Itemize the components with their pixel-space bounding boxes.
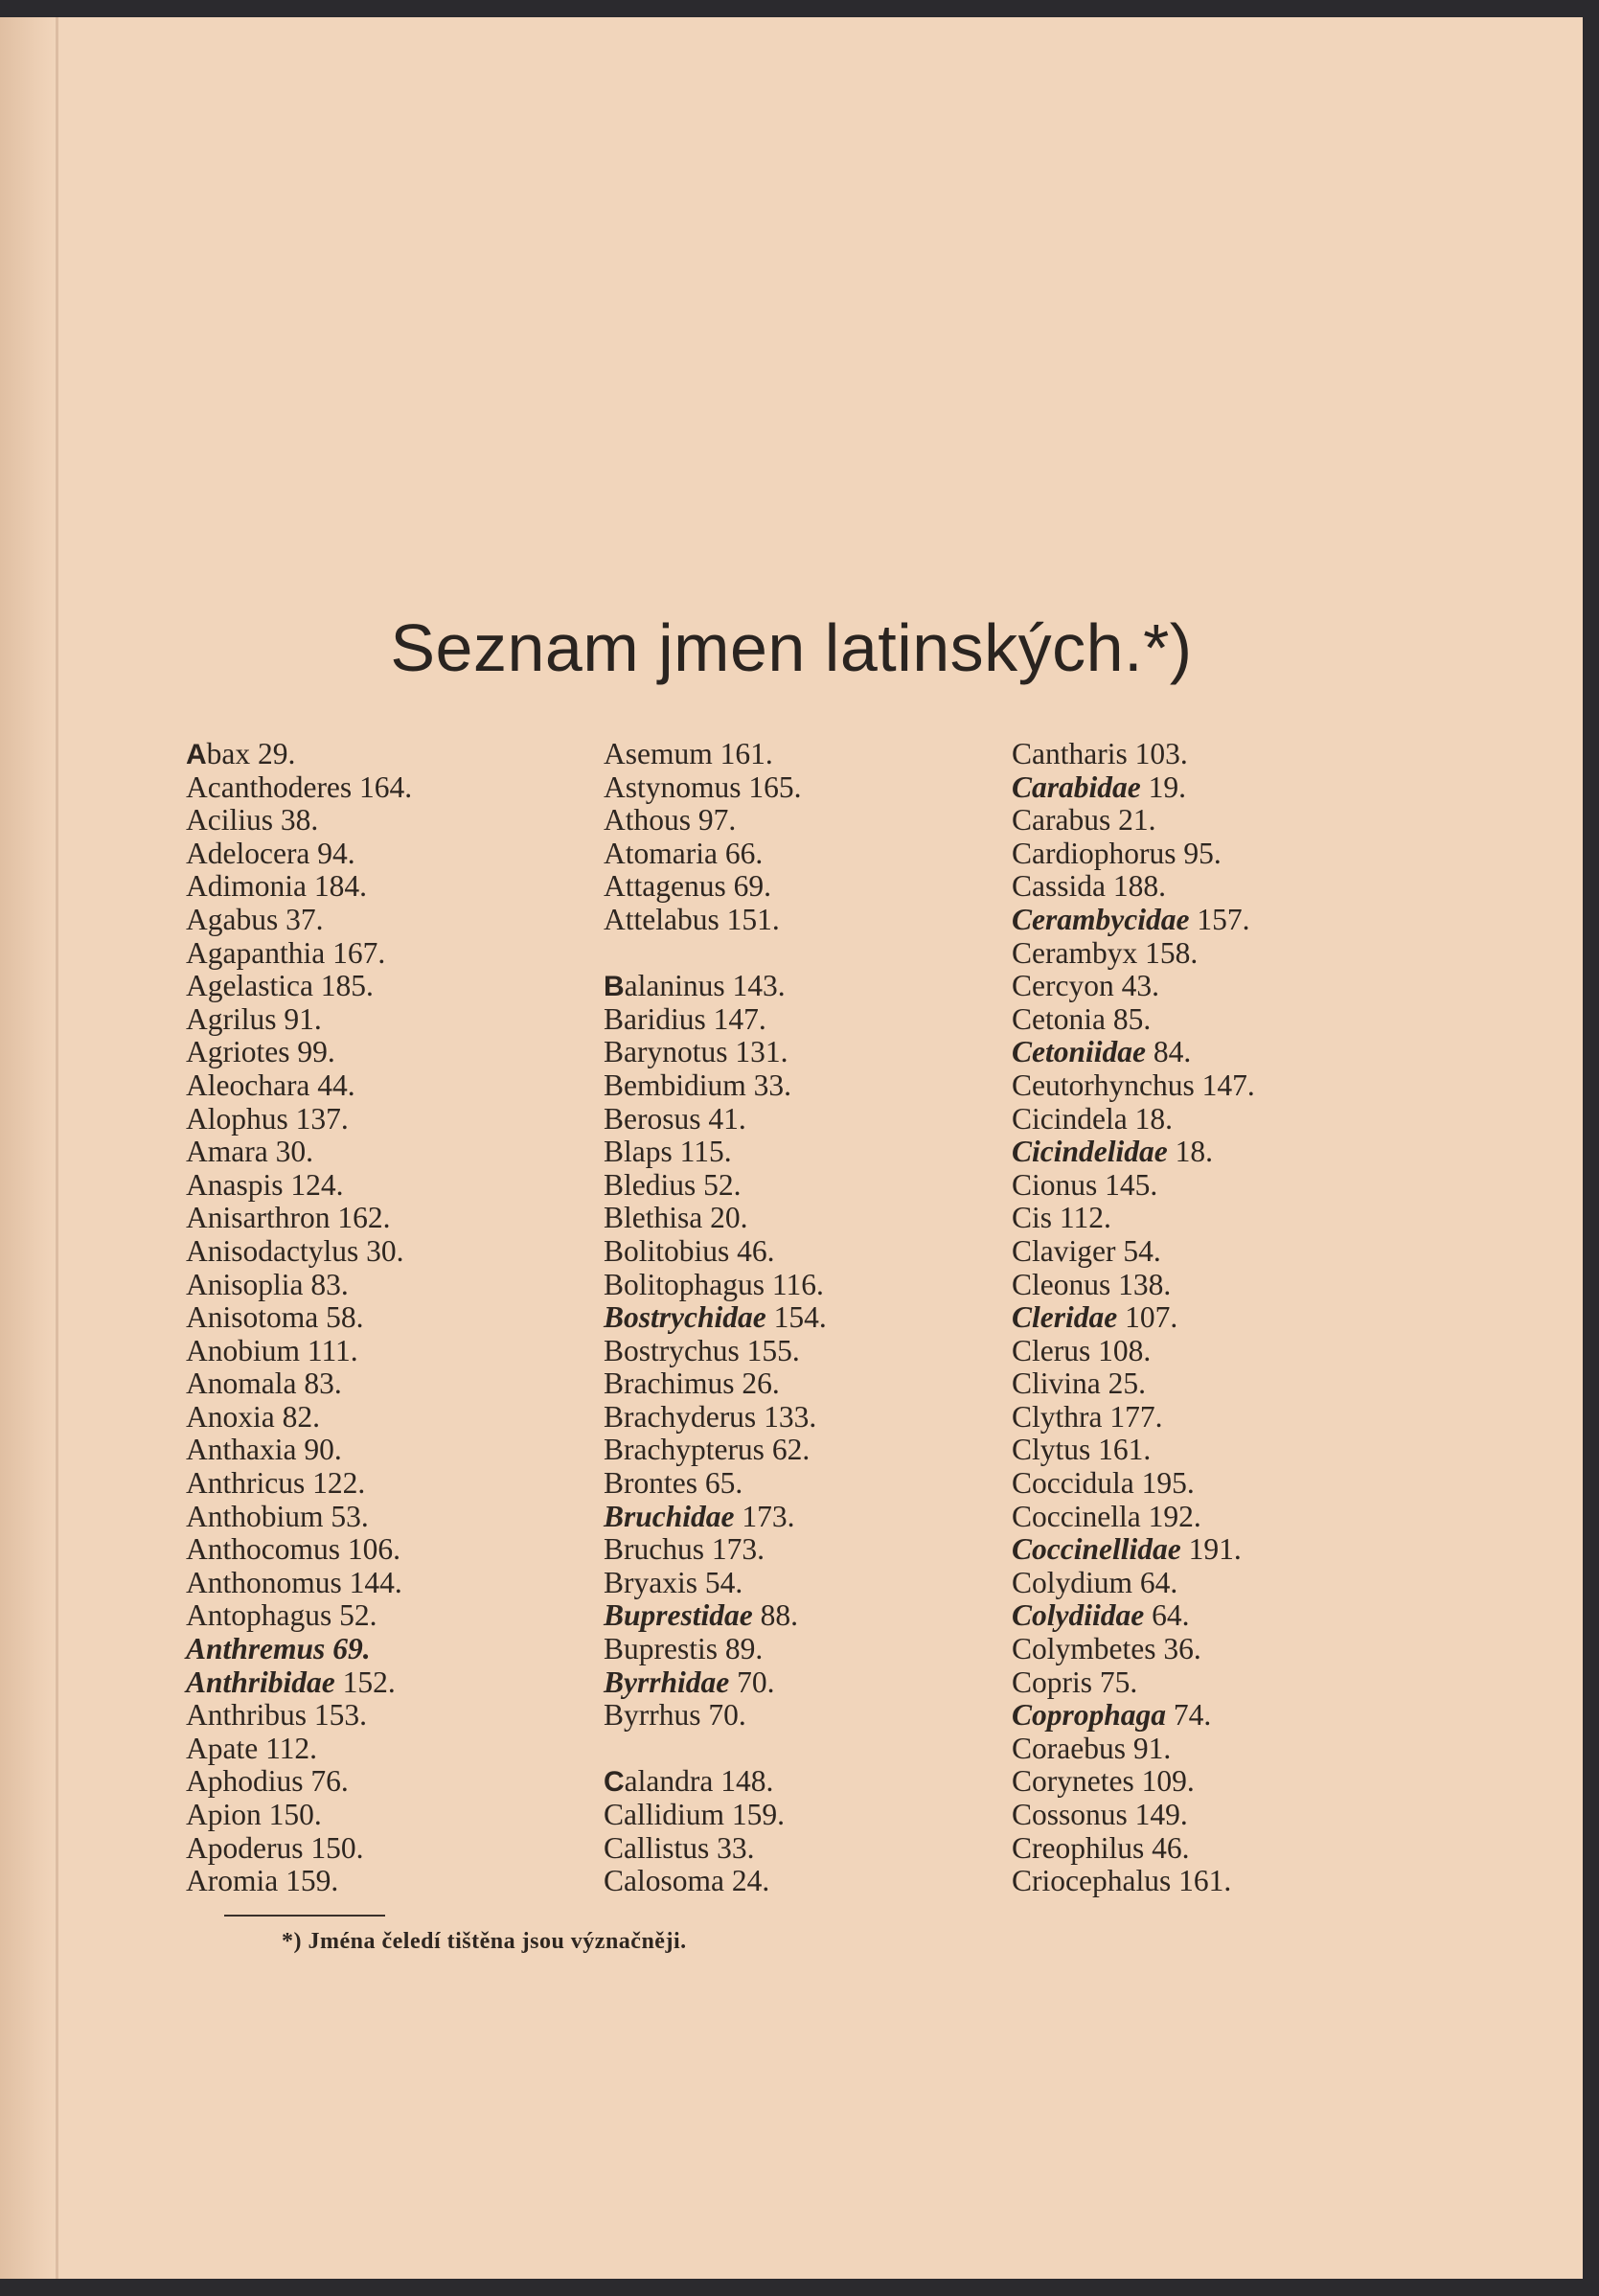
entry-text: alaninus 143. <box>624 969 786 1003</box>
page-number: 88. <box>752 1598 799 1633</box>
entry-text: Brachyderus 133. <box>604 1399 817 1434</box>
letter-gap <box>604 1733 827 1766</box>
entry-text: Baridius 147. <box>604 1001 766 1036</box>
index-entry <box>604 1599 827 1633</box>
index-entry <box>604 1335 827 1368</box>
index-entry <box>604 1169 827 1203</box>
index-entry <box>186 838 412 871</box>
index-column-3 <box>1012 738 1255 1898</box>
section-initial: A <box>186 739 207 770</box>
index-column-2 <box>604 738 827 1898</box>
index-entry <box>1012 1666 1255 1700</box>
index-entry <box>1012 1799 1255 1832</box>
entry-text: Ceutorhynchus 147. <box>1012 1068 1255 1102</box>
index-entry <box>604 904 827 937</box>
index-entry <box>604 1567 827 1600</box>
page-number: 152. <box>334 1665 396 1699</box>
index-entry <box>1012 1599 1255 1633</box>
entry-text: Anthobium 53. <box>186 1499 369 1533</box>
entry-text: Corynetes 109. <box>1012 1764 1195 1799</box>
index-entry <box>186 1599 412 1633</box>
section-initial: C <box>604 1766 625 1799</box>
index-entry <box>604 1003 827 1037</box>
entry-text: Anisoplia 83. <box>186 1267 349 1301</box>
index-entry <box>186 804 412 838</box>
entry-text: Astynomus 165. <box>604 769 802 804</box>
index-entry <box>186 1169 412 1203</box>
index-entry <box>1012 838 1255 871</box>
entry-text: Alophus 137. <box>186 1101 349 1136</box>
entry-text: Coccinella 192. <box>1012 1499 1201 1533</box>
entry-text: Aphodius 76. <box>186 1764 349 1799</box>
entry-text: Cionus 145. <box>1012 1167 1158 1202</box>
index-entry <box>604 1865 827 1898</box>
index-entry <box>186 1136 412 1169</box>
index-entry <box>604 1666 827 1700</box>
index-entry <box>186 1434 412 1467</box>
index-entry <box>1012 738 1255 771</box>
page-number: 154. <box>765 1300 827 1335</box>
index-entry <box>604 804 827 838</box>
entry-text: Asemum 161. <box>604 737 773 770</box>
entry-text: Anaspis 124. <box>186 1167 344 1202</box>
footnote-rule <box>224 1915 385 1917</box>
index-entry <box>186 1069 412 1103</box>
entry-text: Clivina 25. <box>1012 1366 1146 1401</box>
entry-text: Bostrychus 155. <box>604 1333 800 1367</box>
book-page <box>0 17 1583 2279</box>
entry-text: Amara 30. <box>186 1135 313 1169</box>
entry-text: Acanthoderes 164. <box>186 769 413 804</box>
entry-text: Cerambyx 158. <box>1012 935 1199 970</box>
index-entry <box>186 1799 412 1832</box>
entry-text: Cassida 188. <box>1012 869 1166 904</box>
index-entry <box>186 1335 412 1368</box>
entry-text: Aleochara 44. <box>186 1068 355 1102</box>
index-entry <box>604 870 827 904</box>
entry-text: Berosus 41. <box>604 1101 746 1136</box>
entry-text: Cleonus 138. <box>1012 1267 1172 1301</box>
index-column-1 <box>186 738 412 1898</box>
family-name: Anthremus 69. <box>186 1632 371 1666</box>
family-name: Coccinellidae <box>1012 1532 1181 1567</box>
page-title: Seznam jmen latinských.*) <box>390 610 1193 685</box>
entry-text: Brontes 65. <box>604 1466 743 1501</box>
entry-text: bax 29. <box>206 737 296 770</box>
index-entry <box>604 1467 827 1501</box>
index-entry <box>186 937 412 971</box>
index-entry <box>186 1401 412 1435</box>
family-name: Carabidae <box>1012 769 1141 804</box>
entry-text: Coccidula 195. <box>1012 1466 1195 1501</box>
index-entry <box>186 1367 412 1401</box>
index-entry <box>604 1036 827 1069</box>
page-number: 107. <box>1117 1300 1178 1335</box>
index-entry <box>186 1765 412 1799</box>
index-entry <box>1012 1169 1255 1203</box>
entry-text: Bolitophagus 116. <box>604 1267 824 1301</box>
index-entry <box>1012 1865 1255 1898</box>
entry-text: Creophilus 46. <box>1012 1830 1190 1865</box>
index-entry <box>604 1301 827 1335</box>
index-entry <box>1012 1501 1255 1534</box>
index-entry <box>604 1501 827 1534</box>
index-entry <box>1012 1765 1255 1799</box>
index-entry <box>604 1434 827 1467</box>
page-binding-edge <box>0 17 56 2279</box>
entry-text: Bembidium 33. <box>604 1068 791 1102</box>
index-entry <box>186 1103 412 1137</box>
entry-text: Colymbetes 36. <box>1012 1632 1201 1666</box>
index-entry <box>1012 1832 1255 1866</box>
entry-text: Agapanthia 167. <box>186 935 386 970</box>
index-entry <box>186 1832 412 1866</box>
family-name: Colydiidae <box>1012 1598 1145 1633</box>
page-number: 70. <box>729 1665 775 1699</box>
entry-text: Agabus 37. <box>186 902 324 936</box>
index-entry <box>1012 804 1255 838</box>
index-entry <box>604 1136 827 1169</box>
entry-text: Brachimus 26. <box>604 1366 780 1401</box>
letter-gap <box>604 937 827 971</box>
section-initial: B <box>604 971 625 1003</box>
entry-text: Agrilus 91. <box>186 1001 322 1036</box>
page-number: 157. <box>1189 902 1250 936</box>
family-name: Anthribidae <box>186 1665 335 1699</box>
index-entry <box>604 771 827 805</box>
entry-text: Bryaxis 54. <box>604 1565 743 1599</box>
entry-text: Bruchus 173. <box>604 1532 765 1567</box>
index-entry <box>186 1467 412 1501</box>
entry-text: Cetonia 85. <box>1012 1001 1152 1036</box>
entry-text: Cercyon 43. <box>1012 969 1159 1003</box>
index-entry <box>604 1269 827 1302</box>
index-entry <box>604 1069 827 1103</box>
family-name: Bostrychidae <box>604 1300 766 1335</box>
index-entry <box>186 1666 412 1700</box>
index-entry <box>186 904 412 937</box>
family-name: Buprestidae <box>604 1598 753 1633</box>
entry-text: Carabus 21. <box>1012 803 1156 838</box>
entry-text: Antophagus 52. <box>186 1598 377 1633</box>
entry-text: alandra 148. <box>624 1764 774 1799</box>
entry-text: Cicindela 18. <box>1012 1101 1173 1136</box>
index-entry <box>186 1501 412 1534</box>
index-entry <box>1012 1036 1255 1069</box>
index-entry <box>604 1533 827 1567</box>
entry-text: Calosoma 24. <box>604 1864 770 1898</box>
entry-text: Atomaria 66. <box>604 836 764 870</box>
page-number: 18. <box>1167 1135 1213 1169</box>
index-entry <box>1012 1401 1255 1435</box>
index-entry <box>186 1235 412 1269</box>
index-entry <box>604 1633 827 1666</box>
index-entry <box>604 1367 827 1401</box>
entry-text: Bolitobius 46. <box>604 1233 775 1268</box>
entry-text: Attagenus 69. <box>604 869 771 904</box>
entry-text: Claviger 54. <box>1012 1233 1161 1268</box>
index-entry <box>186 738 412 771</box>
index-entry <box>604 1202 827 1235</box>
entry-text: Anomala 83. <box>186 1366 342 1401</box>
index-entry <box>1012 1633 1255 1666</box>
index-entry <box>186 1003 412 1037</box>
entry-text: Cossonus 149. <box>1012 1798 1188 1831</box>
page-number: 64. <box>1144 1598 1190 1633</box>
entry-text: Blethisa 20. <box>604 1201 748 1235</box>
entry-text: Anisotoma 58. <box>186 1300 364 1335</box>
index-entry <box>604 838 827 871</box>
entry-text: Adelocera 94. <box>186 836 355 870</box>
entry-text: Blaps 115. <box>604 1135 732 1169</box>
index-entry <box>604 1699 827 1733</box>
index-entry <box>1012 1335 1255 1368</box>
family-name: Coprophaga <box>1012 1698 1167 1733</box>
index-entry <box>186 1865 412 1898</box>
entry-text: Bledius 52. <box>604 1167 742 1202</box>
entry-text: Cantharis 103. <box>1012 737 1188 770</box>
index-entry <box>186 1202 412 1235</box>
index-entry <box>1012 771 1255 805</box>
entry-text: Cardiophorus 95. <box>1012 836 1222 870</box>
page-fold-line <box>56 17 58 2279</box>
index-entry <box>1012 1202 1255 1235</box>
family-name: Cleridae <box>1012 1300 1118 1335</box>
index-entry <box>186 1633 412 1666</box>
family-name: Bruchidae <box>604 1499 735 1533</box>
index-entry <box>186 1269 412 1302</box>
entry-text: Copris 75. <box>1012 1665 1138 1699</box>
family-name: Cetoniidae <box>1012 1035 1146 1069</box>
entry-text: Apate 112. <box>186 1731 318 1765</box>
entry-text: Agelastica 185. <box>186 969 374 1003</box>
index-entry <box>186 1533 412 1567</box>
index-entry <box>1012 904 1255 937</box>
index-entry <box>1012 1269 1255 1302</box>
entry-text: Brachypterus 62. <box>604 1433 811 1467</box>
index-entry <box>1012 870 1255 904</box>
page-number: 84. <box>1146 1035 1192 1069</box>
family-name: Cicindelidae <box>1012 1135 1168 1169</box>
page-number: 191. <box>1180 1532 1242 1567</box>
entry-text: Apion 150. <box>186 1798 322 1831</box>
index-entry <box>186 1301 412 1335</box>
entry-text: Callistus 33. <box>604 1830 755 1865</box>
index-entry <box>604 1103 827 1137</box>
index-entry <box>604 738 827 771</box>
index-entry <box>186 1567 412 1600</box>
index-entry <box>1012 1434 1255 1467</box>
index-entry <box>1012 1069 1255 1103</box>
entry-text: Agriotes 99. <box>186 1035 335 1069</box>
entry-text: Anisarthron 162. <box>186 1201 391 1235</box>
index-entry <box>604 1832 827 1866</box>
entry-text: Clerus 108. <box>1012 1333 1152 1367</box>
entry-text: Anthricus 122. <box>186 1466 366 1501</box>
entry-text: Anthonomus 144. <box>186 1565 402 1599</box>
entry-text: Clythra 177. <box>1012 1399 1163 1434</box>
index-entry <box>1012 1235 1255 1269</box>
index-entry <box>1012 1136 1255 1169</box>
index-entry <box>1012 970 1255 1003</box>
index-entry <box>186 771 412 805</box>
entry-text: Anthribus 153. <box>186 1698 367 1733</box>
entry-text: Byrrhus 70. <box>604 1698 746 1733</box>
entry-text: Aromia 159. <box>186 1864 339 1898</box>
entry-text: Barynotus 131. <box>604 1035 788 1069</box>
index-entry <box>1012 937 1255 971</box>
index-entry <box>604 1765 827 1799</box>
entry-text: Criocephalus 161. <box>1012 1864 1232 1898</box>
index-entry <box>1012 1301 1255 1335</box>
entry-text: Apoderus 150. <box>186 1830 364 1865</box>
index-entry <box>604 1401 827 1435</box>
entry-text: Colydium 64. <box>1012 1565 1178 1599</box>
index-entry <box>1012 1103 1255 1137</box>
entry-text: Adimonia 184. <box>186 869 367 904</box>
index-entry <box>1012 1533 1255 1567</box>
entry-text: Anoxia 82. <box>186 1399 320 1434</box>
index-entry <box>1012 1003 1255 1037</box>
page-number: 74. <box>1166 1698 1212 1733</box>
entry-text: Anthaxia 90. <box>186 1433 342 1467</box>
entry-text: Clytus 161. <box>1012 1433 1152 1467</box>
entry-text: Anobium 111. <box>186 1333 358 1367</box>
entry-text: Coraebus 91. <box>1012 1731 1172 1765</box>
entry-text: Cis 112. <box>1012 1201 1111 1235</box>
index-entry <box>186 1733 412 1766</box>
index-entry <box>604 970 827 1003</box>
family-name: Cerambycidae <box>1012 902 1190 936</box>
entry-text: Callidium 159. <box>604 1798 785 1831</box>
entry-text: Athous 97. <box>604 803 737 838</box>
entry-text: Buprestis 89. <box>604 1632 764 1666</box>
index-entry <box>1012 1699 1255 1733</box>
page-number: 173. <box>734 1499 795 1533</box>
index-entry <box>1012 1467 1255 1501</box>
entry-text: Anisodactylus 30. <box>186 1233 404 1268</box>
index-entry <box>186 870 412 904</box>
page-number: 19. <box>1140 769 1187 804</box>
family-name: Byrrhidae <box>604 1665 730 1699</box>
index-entry <box>604 1235 827 1269</box>
entry-text: Anthocomus 106. <box>186 1532 400 1567</box>
entry-text: Attelabus 151. <box>604 902 780 936</box>
footnote: *) Jména čeledí tištěna jsou význačněji. <box>282 1929 687 1954</box>
entry-text: Acilius 38. <box>186 803 319 838</box>
index-entry <box>186 1036 412 1069</box>
index-entry <box>604 1799 827 1832</box>
index-entry <box>186 1699 412 1733</box>
index-entry <box>1012 1367 1255 1401</box>
index-entry <box>186 970 412 1003</box>
index-entry <box>1012 1567 1255 1600</box>
index-entry <box>1012 1733 1255 1766</box>
